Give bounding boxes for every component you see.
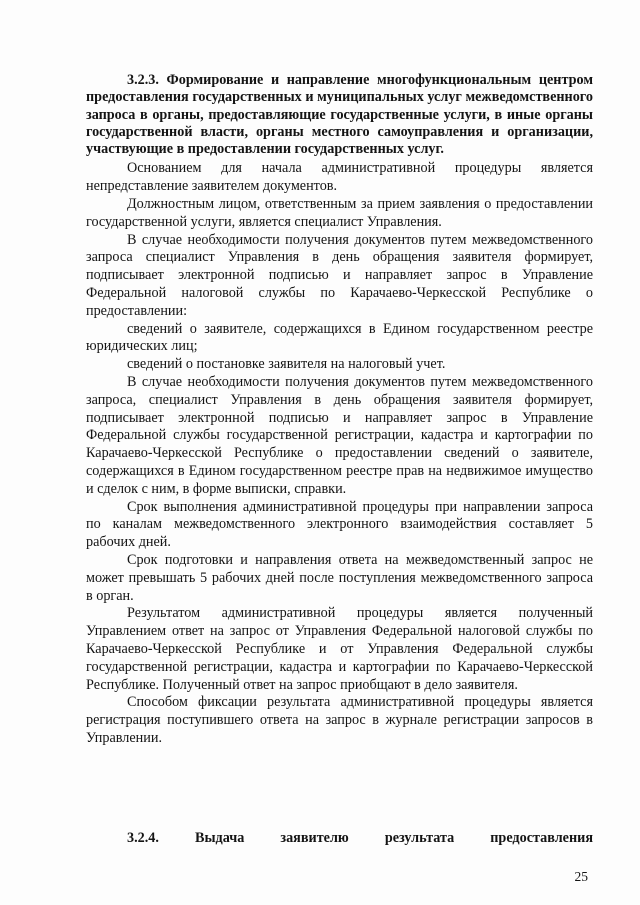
paragraph-rosreestr-request: В случае необходимости получения документов путем межведомственного запроса, специалист Управления в день обращения заявителя формирует, подписывает электронной подписью и направляет запрос в Управление Федеральной службы государственной регистрации, кадастра и картографии по Карачаево-Черкесской Республике о предоставлении сведений о заявителе, содержащихся в Едином государственном реестре прав на недвижимое имущество и сделок с ним, в форме выписки, справки. bbox=[86, 374, 593, 497]
paragraph-tax-service-request: В случае необходимости получения документов путем межведомственного запроса специалист Управления в день обращения заявителя формирует, подписывает электронной подписью и направляет запрос в Управление Федеральной налоговой службы по Карачаево-Черкесской Республике о предоставлении: bbox=[86, 231, 593, 319]
paragraph-egrul-info: сведений о заявителе, содержащихся в Едином государственном реестре юридических лиц; bbox=[86, 320, 593, 355]
page-body bbox=[86, 72, 593, 748]
section-heading-3-2-4: 3.2.4. Выдача заявителю результата предоставления bbox=[127, 830, 593, 846]
paragraph-response-term: Срок подготовки и направления ответа на межведомственный запрос не может превышать 5 рабочих дней после поступления межведомственного запроса в орган. bbox=[86, 552, 593, 604]
paragraph-responsible-official: Должностным лицом, ответственным за прием заявления о предоставлении государственной услуги, является специалист Управления. bbox=[86, 196, 593, 230]
paragraph-result-fixation: Способом фиксации результата административной процедуры является регистрация поступившего ответа на запрос в журнале регистрации запросов в Управлении. bbox=[86, 694, 593, 746]
paragraph-procedure-term: Срок выполнения административной процедуры при направлении запроса по каналам межведомственного электронного взаимодействия составляет 5 рабочих дней. bbox=[86, 498, 593, 551]
paragraph-basis: Основанием для начала административной процедуры является непредставление заявителем документов. bbox=[86, 160, 593, 195]
section-heading-3-2-3: 3.2.3. Формирование и направление многофункциональным центром предоставления государственных и муниципальных услуг межведомственного запроса в органы, предоставляющие государственные услуги, в иные органы государственной власти, органы местного самоуправления и организации, участвующие в предоставлении государственных услуг. bbox=[86, 72, 593, 158]
paragraph-procedure-result: Результатом административной процедуры является полученный Управлением ответ на запрос от Управления Федеральной налоговой службы по Карачаево-Черкесской Республике и от Управления Федеральной службы государственной регистрации, кадастра и картографии по Карачаево-Черкесской Республике. Полученный ответ на запрос приобщают в дело заявителя. bbox=[86, 605, 593, 693]
paragraph-tax-registration-info: сведений о постановке заявителя на налоговый учет. bbox=[127, 356, 446, 373]
page-number: 25 bbox=[574, 869, 588, 884]
